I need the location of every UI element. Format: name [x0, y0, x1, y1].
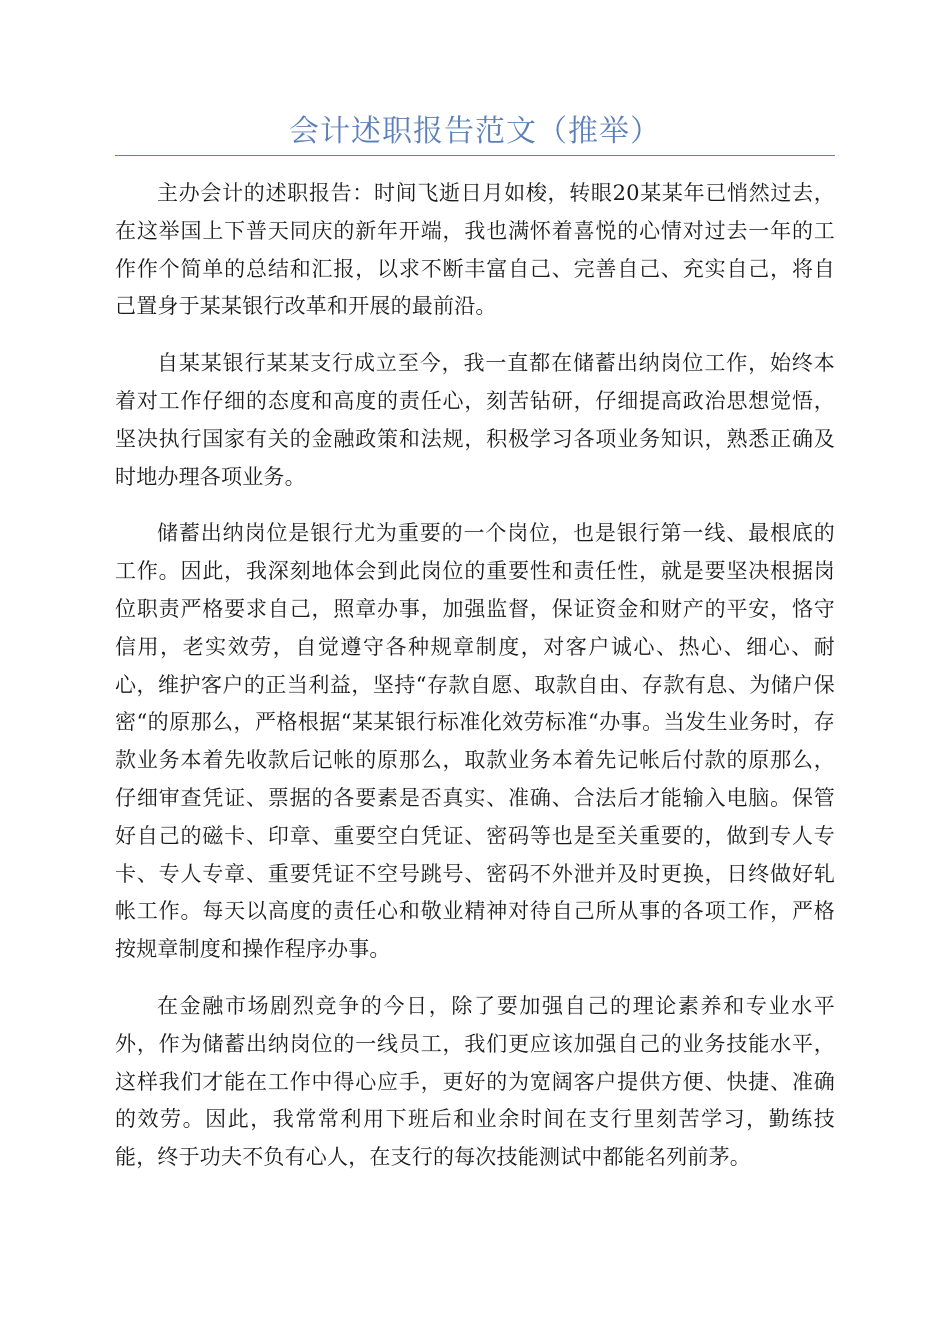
document-body [115, 175, 835, 1196]
document-title: 会计述职报告范文（推举） [289, 114, 661, 149]
paragraph-2: 自某某银行某某支行成立至今，我一直都在储蓄出纳岗位工作，始终本着对工作仔细的态度和高度的责任心，刻苦钻研，仔细提高政治思想觉悟，坚决执行国家有关的金融政策和法规，积极学习各项业务知识，熟悉正确及时地办理各项业务。 [115, 351, 835, 489]
title-underline [115, 155, 835, 156]
paragraph-1: 主办会计的述职报告：时间飞逝日月如梭，转眼20某某年已悄然过去，在这举国上下普天同庆的新年开端，我也满怀着喜悦的心情对过去一年的工作作个简单的总结和汇报，以求不断丰富自己、完善自己、充实自己，将自己置身于某某银行改革和开展的最前沿。 [115, 181, 835, 319]
paragraph-3: 储蓄出纳岗位是银行尤为重要的一个岗位，也是银行第一线、最根底的工作。因此，我深刻地体会到此岗位的重要性和责任性，就是要坚决根据岗位职责严格要求自己，照章办事，加强监督，保证资金和财产的平安，恪守信用，老实效劳，自觉遵守各种规章制度，对客户诚心、热心、细心、耐心，维护客户的正当利益，坚持“存款自愿、取款自由、存款有息、为储户保密“的原那么，严格根据“某某银行标准化效劳标准“办事。当发生业务时，存款业务本着先收款后记帐的原那么，取款业务本着先记帐后付款的原那么，仔细审查凭证、票据的各要素是否真实、准确、合法后才能输入电脑。保管好自己的磁卡、印章、重要空白凭证、密码等也是至关重要的，做到专人专卡、专人专章、重要凭证不空号跳号、密码不外泄并及时更换，日终做好轧帐工作。每天以高度的责任心和敬业精神对待自己所从事的各项工作，严格按规章制度和操作程序办事。 [115, 521, 835, 962]
paragraph-4: 在金融市场剧烈竞争的今日，除了要加强自己的理论素养和专业水平外，作为储蓄出纳岗位的一线员工，我们更应该加强自己的业务技能水平，这样我们才能在工作中得心应手，更好的为宽阔客户提供方便、快捷、准确的效劳。因此，我常常利用下班后和业余时间在支行里刻苦学习，勤练技能，终于功夫不负有心人，在支行的每次技能测试中都能名列前茅。 [115, 993, 835, 1170]
